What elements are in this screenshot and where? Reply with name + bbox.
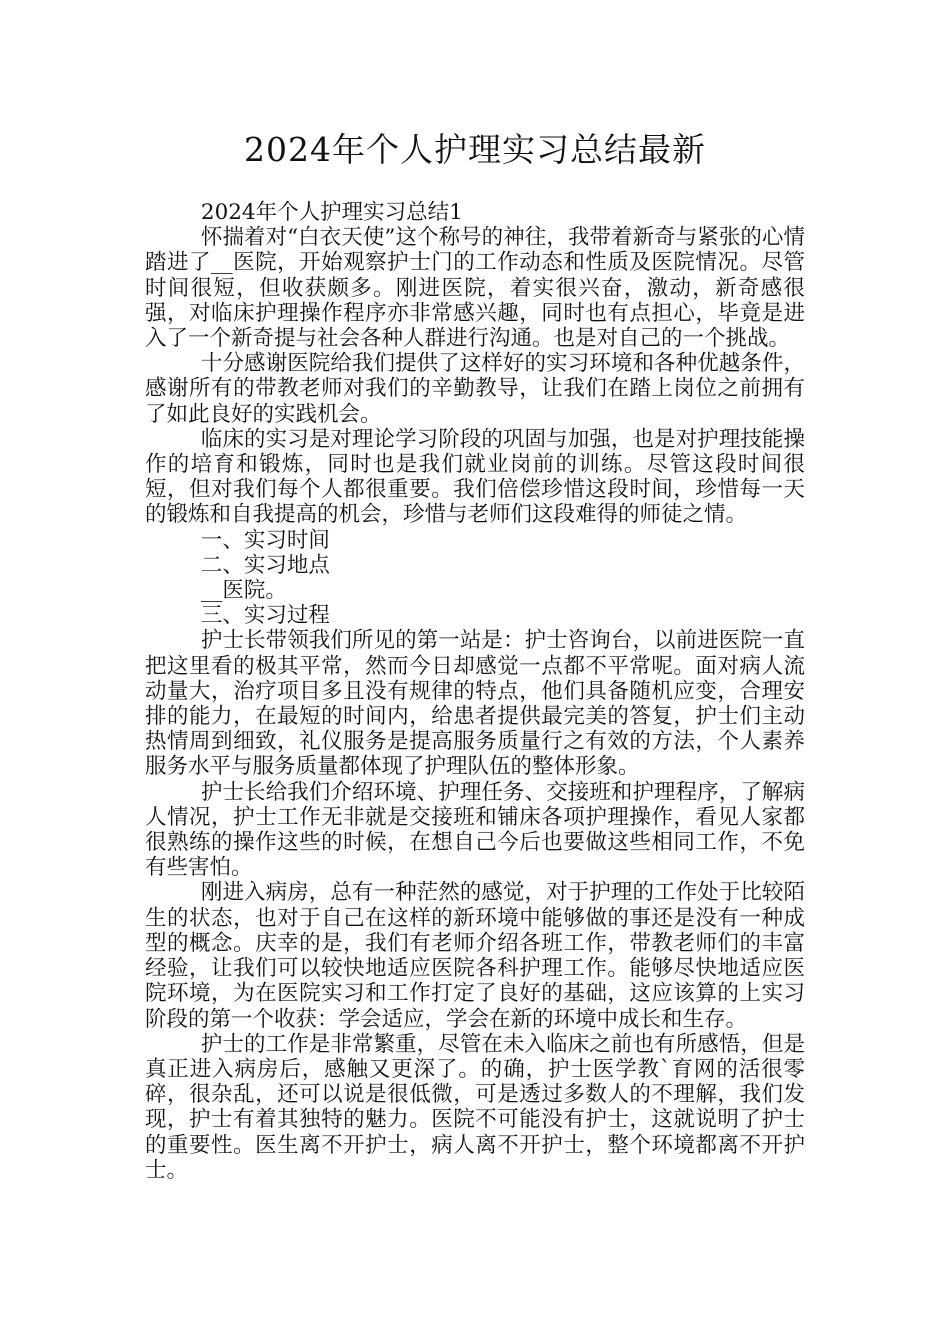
section-heading: 二、实习地点 [200,552,330,578]
paragraph: 护士长带领我们所见的第一站是：护士咨询台，以前进医院一直把这里看的极其平常，然而今日却感觉一点都不平常呢。面对病人流动量大，治疗项目多且没有规律的特点，他们具备随机应变，合理安排的能力，在最短的时间内，给患者提供最完美的答复，护士们主动热情周到细致，礼仪服务是提高服务质量行之有效的方法，个人素养服务水平与服务质量都体现了护理队伍的整体形象。 [145,628,805,780]
document-body [145,200,805,1183]
paragraph: 怀揣着对“白衣天使”这个称号的神往，我带着新奇与紧张的心情踏进了__医院，开始观察护士门的工作动态和性质及医院情况。尽管时间很短，但收获颇多。刚进医院，着实很兴奋，激动，新奇感很强，对临床护理操作程序亦非常感兴趣，同时也有点担心，毕竟是进入了一个新奇提与社会各种人群进行沟通。也是对自己的一个挑战。 [145,225,805,352]
paragraph: __医院。 [200,578,287,604]
paragraph: 十分感谢医院给我们提供了这样好的实习环境和各种优越条件，感谢所有的带教老师对我们的辛勤教导，让我们在踏上岗位之前拥有了如此良好的实践机会。 [145,351,805,427]
section-heading: 2024年个人护理实习总结1 [200,200,463,225]
paragraph: 护士长给我们介绍环境、护理任务、交接班和护理程序，了解病人情况，护士工作无非就是交接班和铺床各项护理操作，看见人家都很熟练的操作这些的时候，在想自己今后也要做这些相同工作，不免有些害怕。 [145,779,805,881]
section-heading: 一、实习时间 [200,527,330,553]
document-title: 2024年个人护理实习总结最新 [244,130,706,169]
paragraph: 护士的工作是非常繁重，尽管在未入临床之前也有所感悟，但是真正进入病房后，感触又更深了。的确，护士医学教`育网的活很零碎，很杂乱，还可以说是很低微，可是透过多数人的不理解，我们发现，护士有着其独特的魅力。医院不可能没有护士，这就说明了护士的重要性。医生离不开护士，病人离不开护士，整个环境都离不开护士。 [145,1031,805,1183]
paragraph: 临床的实习是对理论学习阶段的巩固与加强，也是对护理技能操作的培育和锻炼，同时也是我们就业岗前的训练。尽管这段时间很短，但对我们每个人都很重要。我们倍偿珍惜这段时间，珍惜每一天的锻炼和自我提高的机会，珍惜与老师们这段难得的师徒之情。 [145,426,805,528]
section-heading: 三、实习过程 [200,603,330,629]
paragraph: 刚进入病房，总有一种茫然的感觉，对于护理的工作处于比较陌生的状态，也对于自己在这样的新环境中能够做的事还是没有一种成型的概念。庆幸的是，我们有老师介绍各班工作，带教老师们的丰富经验，让我们可以较快地适应医院各科护理工作。能够尽快地适应医院环境，为在医院实习和工作打定了良好的基础，这应该算的上实习阶段的第一个收获：学会适应，学会在新的环境中成长和生存。 [145,880,805,1032]
